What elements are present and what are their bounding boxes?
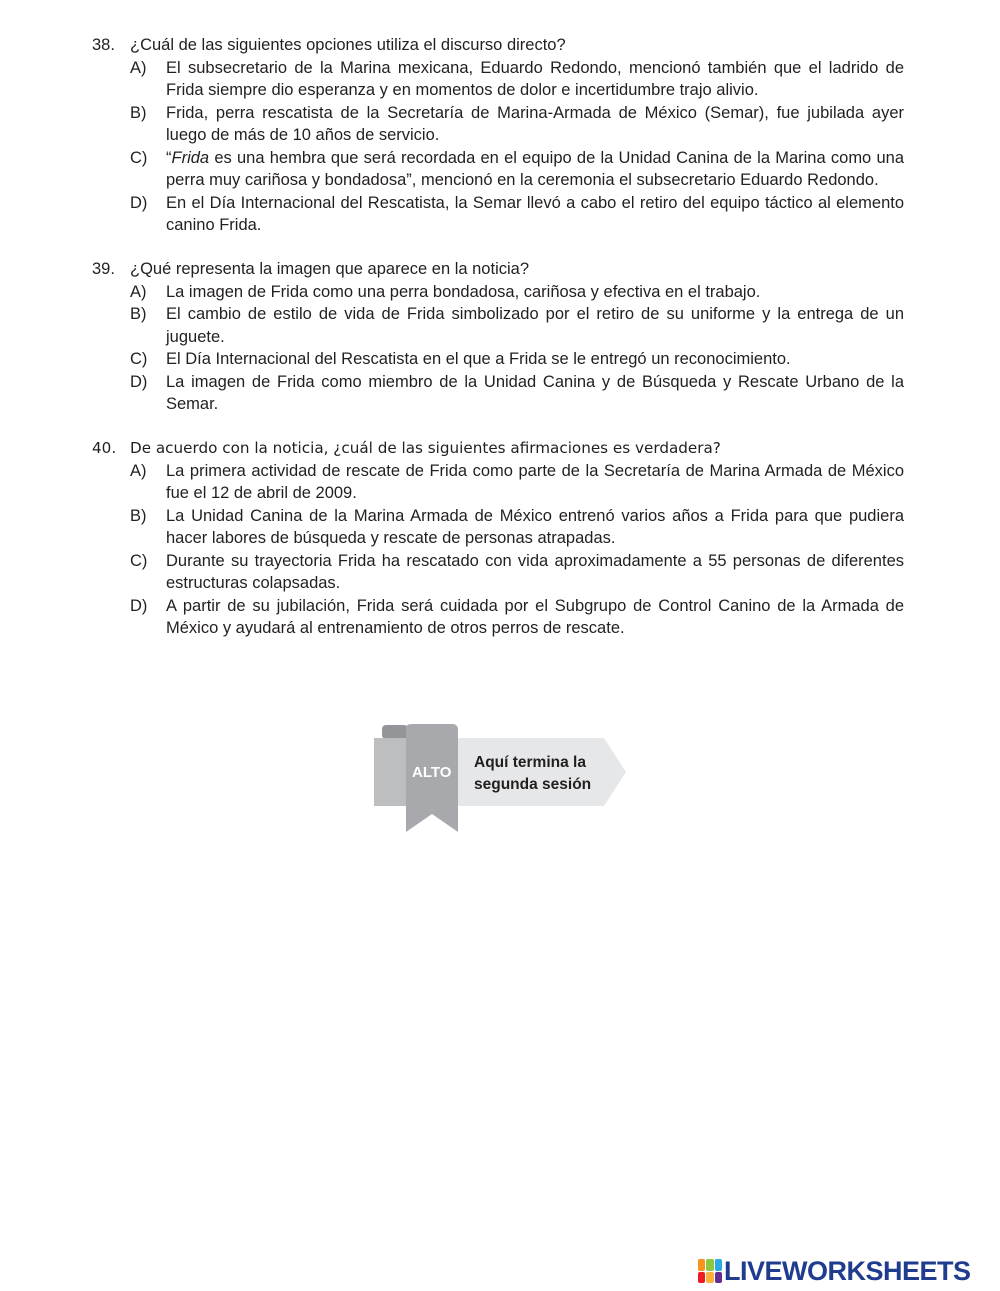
option-text: Durante su trayectoria Frida ha rescatado con vida aproximadamente a 55 personas de diferentes estructuras colapsadas. [166, 551, 904, 592]
option-letter: B) [130, 305, 147, 323]
option-text: El Día Internacional del Rescatista en el que a Frida se le entregó un reconocimiento. [166, 350, 791, 368]
question-number: 40. [92, 439, 117, 457]
option-letter: B) [130, 103, 147, 122]
option-c [92, 550, 904, 595]
option-a [92, 281, 904, 304]
option-text: La primera actividad de rescate de Frida como parte de la Secretaría de Marina Armada de México fue el 12 de abril de 2009. [166, 461, 904, 502]
ribbon-back [382, 725, 408, 739]
option-letter: C) [130, 350, 148, 368]
option-c [92, 348, 904, 371]
alto-stop-sign [374, 722, 626, 834]
option-letter: C) [130, 551, 148, 570]
option-text: Frida, perra rescatista de la Secretaría de Marina-Armada de México (Semar), fue jubilada ayer luego de más de 10 años de servicio. [166, 103, 904, 144]
question-stem [92, 437, 904, 460]
question-number: 38. [92, 36, 115, 54]
question-text: ¿Cuál de las siguientes opciones utiliza el discurso directo? [130, 36, 566, 54]
question-stem [92, 258, 904, 281]
option-text: A partir de su jubilación, Frida será cuidada por el Subgrupo de Control Canino de la Armada de México y ayudará al entrenamiento de otros perros de rescate. [166, 596, 904, 637]
option-letter: C) [130, 148, 148, 167]
option-text: El cambio de estilo de vida de Frida simbolizado por el retiro de su uniforme y la entrega de un juguete. [166, 305, 904, 346]
option-letter: D) [130, 596, 148, 615]
option-text: La imagen de Frida como miembro de la Unidad Canina y de Búsqueda y Rescate Urbano de la Semar. [166, 372, 904, 413]
option-text: En el Día Internacional del Rescatista, la Semar llevó a cabo el retiro del equipo táctico al elemento canino Frida. [166, 193, 904, 234]
question-text: ¿Qué representa la imagen que aparece en la noticia? [130, 260, 530, 278]
option-b [92, 102, 904, 147]
option-a [92, 460, 904, 505]
option-letter: A) [130, 461, 147, 480]
option-text-open-quote: “ [166, 148, 172, 167]
option-text-italic: Frida [171, 148, 210, 167]
option-letter: D) [130, 372, 148, 391]
alto-line-1: Aquí termina la [474, 754, 586, 771]
question-40 [92, 437, 904, 640]
question-39 [92, 258, 904, 416]
alto-message [474, 752, 591, 796]
option-a [92, 57, 904, 102]
option-letter: B) [130, 506, 147, 525]
alto-line-2: segunda sesión [474, 776, 592, 793]
question-text: De acuerdo con la noticia, ¿cuál de las siguientes afirmaciones es verdadera? [130, 439, 721, 457]
option-text: La Unidad Canina de la Marina Armada de México entrenó varios años a Frida para que pudiera hacer labores de búsqueda y rescate de personas atrapadas. [166, 506, 904, 547]
option-d [92, 371, 904, 416]
alto-label: ALTO [412, 764, 452, 781]
liveworksheets-wordmark: LIVEWORKSHEETS [724, 1255, 971, 1286]
option-b [92, 505, 904, 550]
option-text: La imagen de Frida como una perra bondadosa, cariñosa y efectiva en el trabajo. [166, 282, 761, 301]
arrow-left-band [374, 738, 406, 806]
liveworksheets-logo [698, 1256, 971, 1286]
question-38 [92, 34, 904, 237]
option-text: es una hembra que será recordada en el equipo de la Unidad Canina de la Marina como una perra muy cariñosa y bondadosa”, mencionó en la ceremonia el subsecretario Eduardo Redondo. [166, 148, 904, 189]
option-c [92, 147, 904, 192]
option-d [92, 595, 904, 640]
option-letter: D) [130, 193, 148, 212]
liveworksheets-mark-icon [698, 1259, 722, 1283]
option-letter: A) [130, 282, 147, 301]
option-d [92, 192, 904, 237]
option-text: El subsecretario de la Marina mexicana, Eduardo Redondo, mencionó también que el ladrido de Frida siempre dio esperanza y en momentos de dolor e incertidumbre trajo alivio. [166, 58, 904, 99]
option-b [92, 303, 904, 348]
question-stem [92, 34, 904, 57]
option-letter: A) [130, 58, 147, 77]
question-number: 39. [92, 260, 115, 278]
